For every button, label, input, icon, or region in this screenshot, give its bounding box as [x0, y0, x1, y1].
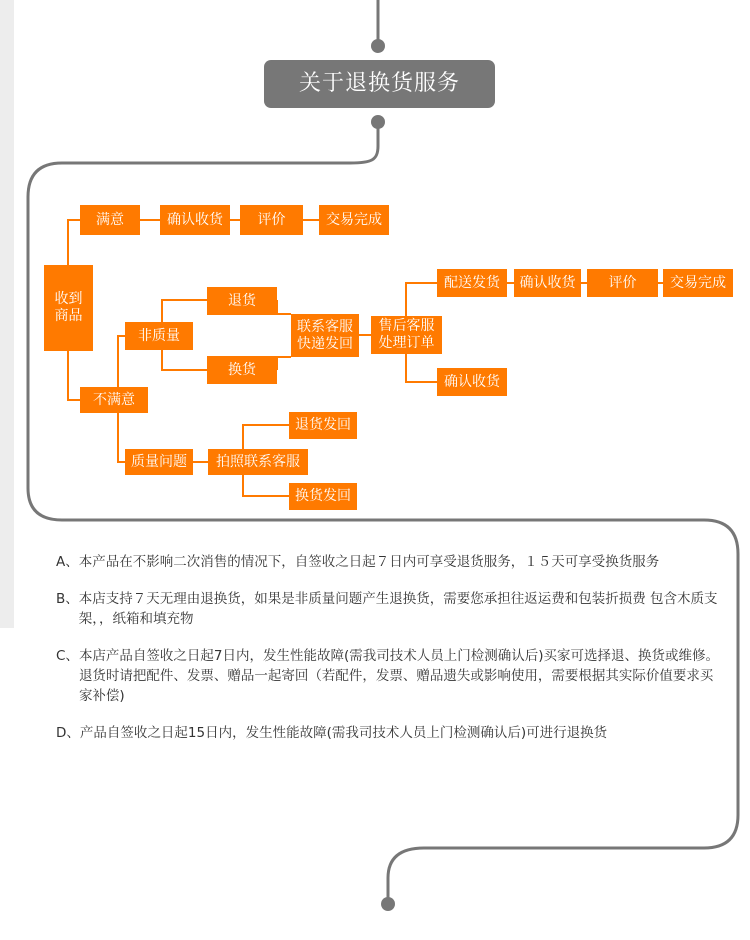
node-confirm-receipt-3: 确认收货 — [437, 368, 507, 396]
node-contact-cs-ship-back: 联系客服 快递发回 — [291, 314, 359, 357]
node-quality-issue: 质量问题 — [125, 449, 193, 475]
node-exchange-ship-back: 换货发回 — [289, 483, 357, 510]
node-return: 退货 — [207, 287, 277, 315]
note-letter: B、 — [56, 591, 79, 607]
note-letter: D、 — [56, 725, 80, 741]
note-letter: A、 — [56, 554, 79, 570]
node-deliver: 配送发货 — [437, 269, 507, 297]
note-text: 本产品在不影响二次消售的情况下，自签收之日起７日内可享受退货服务，１５天可享受换货服务 — [78, 554, 660, 570]
note-letter: C、 — [56, 648, 79, 664]
node-review-2: 评价 — [587, 269, 658, 297]
note-c — [56, 646, 726, 706]
node-deal-done: 交易完成 — [319, 205, 389, 235]
node-exchange: 换货 — [207, 356, 277, 384]
note-text: 本店产品自签收之日起7日内，发生性能故障(需我司技术人员上门检测确认后)买家可选择退、换货或维修。退货时请把配件、发票、赠品一起寄回（若配件，发票、赠品遗失或影响使用，需要根据其实际价值要求买家补偿) — [78, 648, 720, 704]
node-non-quality: 非质量 — [125, 322, 193, 350]
node-satisfied: 满意 — [80, 205, 140, 235]
note-d — [56, 723, 726, 743]
node-receive-goods: 收到 商品 — [44, 265, 93, 351]
node-confirm-receipt-2: 确认收货 — [514, 269, 581, 297]
note-a — [56, 552, 726, 572]
node-return-ship-back: 退货发回 — [289, 412, 357, 439]
note-text: 本店支持７天无理由退换货，如果是非质量问题产生退换货，需要您承担往返运费和包装折损费 包含木质支架，，纸箱和填充物 — [78, 591, 718, 627]
node-review: 评价 — [240, 205, 303, 235]
policy-notes — [56, 552, 726, 760]
node-photo-contact-cs: 拍照联系客服 — [208, 449, 308, 475]
page-title: 关于退换货服务 — [264, 60, 495, 108]
node-aftersale-process: 售后客服 处理订单 — [371, 316, 442, 354]
node-unsatisfied: 不满意 — [80, 387, 148, 413]
node-deal-done-2: 交易完成 — [663, 269, 733, 297]
note-b — [56, 589, 726, 629]
note-text: 产品自签收之日起15日内，发生性能故障(需我司技术人员上门检测确认后)可进行退换货 — [79, 725, 608, 741]
node-confirm-receipt: 确认收货 — [160, 205, 230, 235]
